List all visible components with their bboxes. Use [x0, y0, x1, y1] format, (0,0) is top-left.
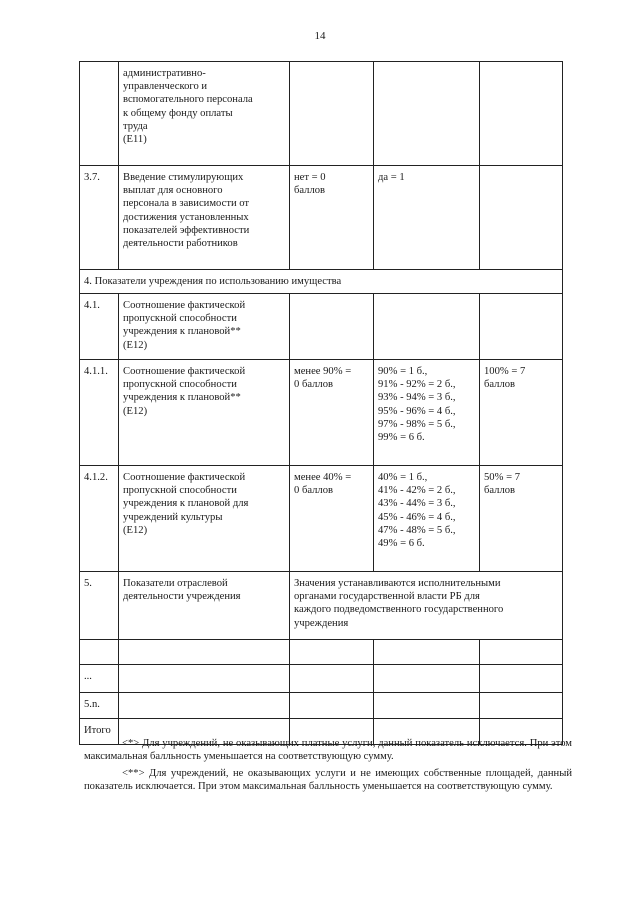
cell-line: пропускной способности — [123, 313, 237, 325]
table-row — [80, 62, 563, 166]
cell-line: Значения устанавливаются исполнительными — [294, 578, 501, 589]
cell-line: пропускной способности — [123, 485, 237, 497]
cell-line: Соотношение фактической — [123, 300, 246, 311]
score-mid — [374, 166, 480, 270]
cell-line: менее 90% = — [294, 366, 352, 377]
footnote-1: <*> Для учреждений, не оказывающих платные услуги, данный показатель исключается. При этом максимальная балльность уменьшается на соответствующую сумму. — [84, 738, 572, 763]
cell-line: каждого подведомственного государственного — [294, 604, 504, 616]
cell-line: 43% - 44% = 3 б., — [378, 498, 456, 510]
empty-cell — [480, 640, 563, 665]
score-max — [480, 62, 563, 166]
cell-line: управленческого и — [123, 81, 208, 93]
cell-line: труда — [123, 120, 148, 132]
score-max — [480, 294, 563, 360]
row-number — [80, 62, 119, 166]
table-row — [80, 270, 563, 294]
score-min — [290, 360, 374, 466]
row-number: Итого — [80, 719, 119, 745]
cell-line: (E12) — [123, 339, 148, 351]
cell-line: учреждений культуры — [123, 511, 223, 523]
cell-line: 40% = 1 б., — [378, 472, 428, 483]
score-mid — [374, 62, 480, 166]
indicator-name — [119, 294, 290, 360]
empty-cell — [119, 665, 290, 693]
table-row — [80, 572, 563, 640]
empty-cell — [374, 693, 480, 719]
page-number: 14 — [314, 30, 326, 42]
empty-cell — [290, 640, 374, 665]
criteria-table — [79, 61, 563, 745]
cell-line: (E11) — [123, 134, 147, 146]
section-heading: 4. Показатели учреждения по использованию имущества — [80, 270, 563, 294]
cell-line: учреждения к плановой для — [123, 498, 249, 510]
row-number — [80, 640, 119, 665]
cell-line: административно- — [123, 68, 206, 79]
cell-line: Соотношение фактической — [123, 472, 246, 483]
cell-line: деятельности учреждения — [123, 591, 241, 603]
empty-cell — [480, 665, 563, 693]
score-min — [290, 466, 374, 572]
cell-line: 91% - 92% = 2 б., — [378, 379, 456, 391]
empty-cell — [480, 693, 563, 719]
cell-line: нет = 0 — [294, 172, 326, 183]
footnotes — [84, 737, 572, 797]
score-max — [480, 466, 563, 572]
cell-line: баллов — [484, 379, 516, 391]
cell-line: 45% - 46% = 4 б., — [378, 511, 456, 523]
cell-line: пропускной способности — [123, 379, 237, 391]
score-mid — [374, 466, 480, 572]
cell-line: учреждения к плановой** — [123, 326, 241, 338]
cell-line: 93% - 94% = 3 б., — [378, 392, 456, 404]
row-number: 5.n. — [80, 693, 119, 719]
row-number: 4.1.2. — [80, 466, 119, 572]
empty-cell — [290, 665, 374, 693]
indicator-name — [119, 466, 290, 572]
score-max — [480, 360, 563, 466]
score-max — [480, 166, 563, 270]
empty-cell — [374, 665, 480, 693]
row-number: 5. — [80, 572, 119, 640]
indicator-name — [119, 360, 290, 466]
cell-line: (E12) — [123, 524, 148, 536]
cell-line: баллов — [484, 485, 516, 497]
cell-line: 0 баллов — [294, 379, 334, 391]
merged-values-note — [290, 572, 563, 640]
cell-line: менее 40% = — [294, 472, 352, 483]
score-mid — [374, 360, 480, 466]
row-number: 4.1.1. — [80, 360, 119, 466]
empty-cell — [290, 693, 374, 719]
cell-line: показателей эффективности — [123, 224, 250, 236]
cell-line: 50% = 7 — [484, 472, 520, 483]
cell-line: учреждения — [294, 617, 349, 629]
table-row — [80, 166, 563, 270]
cell-line: вспомогательного персонала — [123, 94, 253, 106]
score-min — [290, 166, 374, 270]
row-number: 4.1. — [80, 294, 119, 360]
cell-line: (E12) — [123, 405, 148, 417]
table-row — [80, 693, 563, 719]
row-number: 3.7. — [80, 166, 119, 270]
score-mid — [374, 294, 480, 360]
cell-line: Соотношение фактической — [123, 366, 246, 377]
cell-line: учреждения к плановой** — [123, 392, 241, 404]
cell-line: органами государственной власти РБ для — [294, 591, 480, 603]
table-row — [80, 466, 563, 572]
cell-line: 47% - 48% = 5 б., — [378, 524, 456, 536]
cell-line: персонала в зависимости от — [123, 198, 250, 210]
table-row — [80, 665, 563, 693]
cell-line: 41% - 42% = 2 б., — [378, 485, 456, 497]
cell-line: деятельности работников — [123, 238, 238, 250]
indicator-name — [119, 166, 290, 270]
cell-line: 100% = 7 — [484, 366, 526, 377]
score-min — [290, 62, 374, 166]
empty-cell — [119, 693, 290, 719]
table-row — [80, 360, 563, 466]
empty-cell — [374, 640, 480, 665]
cell-line: Введение стимулирующих — [123, 172, 244, 183]
cell-line: достижения установленных — [123, 211, 249, 223]
cell-line: 99% = 6 б. — [378, 432, 425, 444]
score-min — [290, 294, 374, 360]
cell-line: к общему фонду оплаты — [123, 107, 233, 119]
table-row — [80, 294, 563, 360]
cell-line: 95% - 96% = 4 б., — [378, 405, 456, 417]
row-number: ... — [80, 665, 119, 693]
cell-line: 0 баллов — [294, 485, 334, 497]
cell-line: да = 1 — [378, 172, 405, 183]
indicator-name — [119, 572, 290, 640]
indicator-name — [119, 62, 290, 166]
cell-line: выплат для основного — [123, 185, 223, 197]
cell-line: 90% = 1 б., — [378, 366, 428, 377]
empty-cell — [119, 640, 290, 665]
footnote-2: <**> Для учреждений, не оказывающих услуги и не имеющих собственные площадей, данный показатель исключается. При этом максимальная балльность уменьшается на соответствующую сумму. — [84, 767, 572, 793]
cell-line: 49% = 6 б. — [378, 538, 425, 550]
table-row — [80, 640, 563, 665]
cell-line: Показатели отраслевой — [123, 578, 228, 589]
cell-line: баллов — [294, 185, 326, 197]
cell-line: 97% - 98% = 5 б., — [378, 418, 456, 430]
